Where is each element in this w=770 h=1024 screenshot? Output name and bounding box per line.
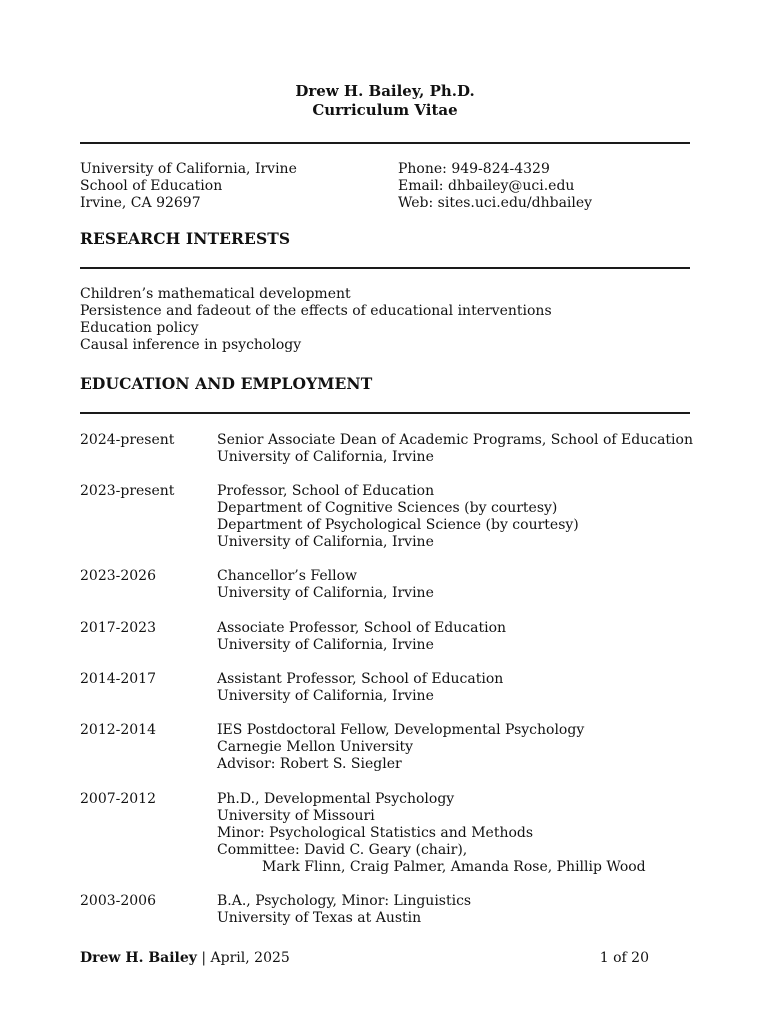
header-rule — [80, 142, 690, 144]
entry-line: Carnegie Mellon University — [217, 739, 414, 755]
address-line: School of Education — [80, 178, 223, 194]
entry-line: University of Texas at Austin — [217, 910, 422, 926]
entry-line: B.A., Psychology, Minor: Linguistics — [217, 893, 472, 909]
entry-date: 2023-present — [80, 483, 175, 499]
phone: Phone: 949-824-4329 — [398, 161, 550, 177]
footer-author: Drew H. Bailey — [80, 950, 197, 966]
entry-date: 2012-2014 — [80, 722, 156, 738]
entry-date: 2023-2026 — [80, 568, 156, 584]
entry-line: Chancellor’s Fellow — [217, 568, 357, 584]
entry-date: 2024-present — [80, 432, 175, 448]
entry-line: Professor, School of Education — [217, 483, 435, 499]
research-rule — [80, 267, 690, 269]
entry-date: 2007-2012 — [80, 791, 156, 807]
research-item: Children’s mathematical development — [80, 286, 351, 302]
address-line: University of California, Irvine — [80, 161, 297, 177]
entry-line: Committee: David C. Geary (chair), — [217, 842, 468, 858]
entry-line: University of California, Irvine — [217, 449, 434, 465]
contact-block — [398, 161, 592, 212]
research-heading: RESEARCH INTERESTS — [80, 229, 291, 248]
entry-line: University of Missouri — [217, 808, 375, 824]
education-heading: EDUCATION AND EMPLOYMENT — [80, 374, 373, 393]
entry-line: Senior Associate Dean of Academic Programs, School of Education — [217, 432, 693, 448]
email: Email: dhbailey@uci.edu — [398, 178, 575, 194]
cv-title: Curriculum Vitae — [312, 101, 458, 119]
footer-left — [80, 950, 290, 967]
entry-line: IES Postdoctoral Fellow, Developmental Psychology — [217, 722, 585, 738]
footer-date: | April, 2025 — [196, 950, 290, 966]
entry-line: Mark Flinn, Craig Palmer, Amanda Rose, Phillip Wood — [262, 859, 646, 875]
entry-line: Minor: Psychological Statistics and Methods — [217, 825, 534, 841]
entry-line: Department of Psychological Science (by courtesy) — [217, 517, 579, 533]
entry-line: Ph.D., Developmental Psychology — [217, 791, 455, 807]
research-list — [80, 286, 552, 354]
education-rule — [80, 412, 690, 414]
address-block — [80, 161, 297, 212]
entry-line: Department of Cognitive Sciences (by courtesy) — [217, 500, 558, 516]
address-line: Irvine, CA 92697 — [80, 195, 201, 211]
entry-line: University of California, Irvine — [217, 688, 434, 704]
research-item: Causal inference in psychology — [80, 337, 302, 353]
research-item: Persistence and fadeout of the effects of educational interventions — [80, 303, 552, 319]
entry-line: University of California, Irvine — [217, 534, 434, 550]
cv-name: Drew H. Bailey, Ph.D. — [295, 82, 475, 100]
entry-date: 2003-2006 — [80, 893, 156, 909]
web: Web: sites.uci.edu/dhbailey — [398, 195, 593, 211]
research-item: Education policy — [80, 320, 199, 336]
entry-line: Assistant Professor, School of Education — [217, 671, 504, 687]
page-number: 1 of 20 — [599, 950, 649, 966]
entry-date: 2017-2023 — [80, 620, 156, 636]
entry-date: 2014-2017 — [80, 671, 156, 687]
entry-line: Associate Professor, School of Education — [217, 620, 507, 636]
entry-line: University of California, Irvine — [217, 585, 434, 601]
entry-line: University of California, Irvine — [217, 637, 434, 653]
entry-line: Advisor: Robert S. Siegler — [217, 756, 402, 772]
